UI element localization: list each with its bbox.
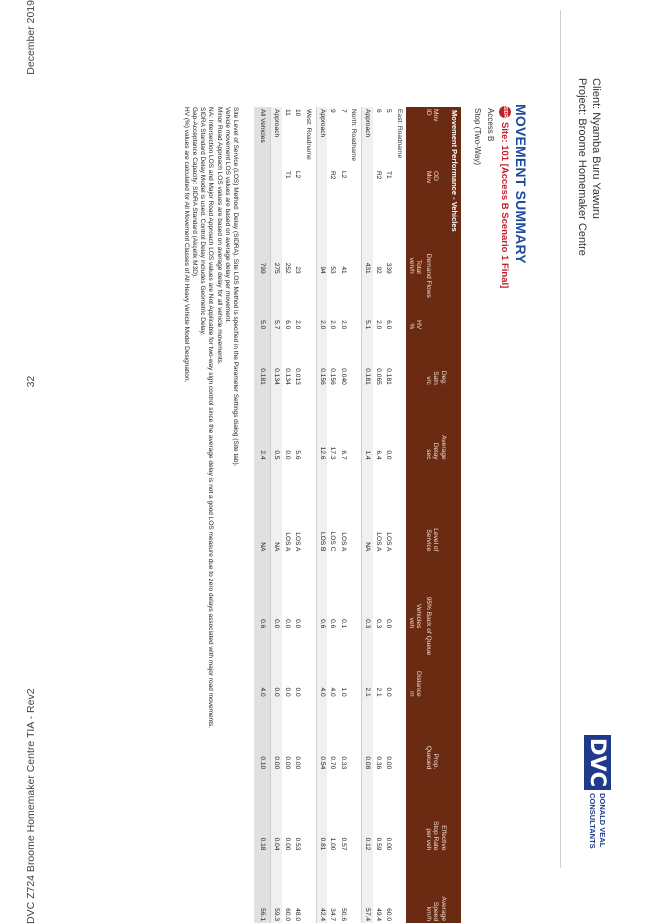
col-mov-id: Mov ID [424,107,449,169]
footer-page-number: 32 [25,375,37,388]
footer-doc-title: DVC Z724 Broome Homemaker Centre TIA - Rev2 [25,688,37,924]
note-line: NA: Intersection LOS and Major Road Approach LOS values are Not Applicable for two-way sign control since the average delay is not a good LOS measure due to zero delays associated with major road movements. [207,107,215,729]
table-header-top [424,107,449,923]
dvc-logo [584,735,611,849]
site-label: Site: 101 [Access B Scenario 1 Final] [499,122,511,289]
access-label: Access B [486,108,495,142]
note-line: Vehicle movement LOS values are based on average delay per movement. [223,107,231,324]
note-line: Gap-Acceptance Capacity: SIDRA Standard (Akçelik M3D). [190,107,198,278]
client-block [575,78,603,256]
col-distance: Distance m [407,630,424,698]
project-name: Project: Broome Homemaker Centre [576,78,588,256]
table-row: 10 L2 23 2.0 0.013 5.6 LOS A 0.0 0.0 0.00 0.53 48.0 [294,109,302,921]
logo-line-1: DONALD VEAL [598,793,608,848]
table-row: 5 T1 339 6.0 0.181 0.0 LOS A 0.0 0.0 0.00 0.00 60.0 [385,109,393,921]
table-row: 9 R2 53 2.0 0.156 17.3 LOS C 0.6 4.0 0.70 1.00 34.7 [329,109,337,921]
note-line: SIDRA Standard Delay Model is used. Control Delay includes Geometric Delay. [199,107,207,336]
col-back-of-queue: 95% Back of Queue [424,553,449,698]
control-label: Stop (Two-Way) [473,108,482,166]
table-row: 7 L2 41 2.0 0.040 6.7 LOS A 0.1 1.0 0.33 0.57 50.6 [339,109,347,921]
group-row: East: Roadname [395,109,403,159]
col-deg-satn: Deg. Satn v/c [424,331,449,387]
sidra-badge-icon: SIDRA [499,106,511,118]
page-title: MOVEMENT SUMMARY [513,104,529,264]
col-total: Total veh/h [407,220,424,276]
approach-row: Approach 431 5.1 0.181 1.4 NA 0.3 2.1 0.08 0.12 57.4 [362,107,373,923]
col-prop-queued: Prop. Queued [424,699,449,772]
all-vehicles-row: All Vehicles 799 5.0 0.181 2.4 NA 0.6 4.0 0.10 0.18 56.1 [254,107,271,923]
group-row: West: Roadname [303,107,316,923]
col-od-mov: OD Mov [424,169,449,220]
client-name: Client: Nyamba Buru Yawuru [590,78,602,219]
logo-mark: DVC [584,735,611,790]
header-divider [560,10,561,868]
table-caption: Movement Performance - Vehicles [448,107,461,923]
col-average-speed: Average Speed km/h [424,852,449,923]
table-header-sub [407,107,424,923]
footer-date: December 2019 [25,0,37,75]
col-level-of-service: Level of Service [424,462,449,554]
table-row: 6 R2 92 2.0 0.065 6.4 LOS A 0.3 2.1 0.36 0.59 49.4 [374,109,382,921]
note-line: HV (%) values are calculated for All Movement Classes of All Heavy Vehicle Model Designation. [182,107,190,383]
note-line: Site Level of Service (LOS) Method: Delay (SIDRA). Site LOS Method is specified in the Parameter Settings dialog (Site tab). [232,107,239,467]
table-row: 11 T1 252 6.0 0.134 0.0 LOS A 0.0 0.0 0.00 0.00 60.0 [283,109,291,921]
col-hv: HV % [407,276,424,332]
col-demand-flows: Demand Flows [424,220,449,331]
note-line: Minor Road Approach LOS values are based on average delay for all vehicle movements. [215,107,223,365]
col-average-delay: Average Delay sec [424,387,449,462]
movement-table-wrap [254,107,461,923]
table-notes [182,107,239,728]
logo-text [588,793,608,849]
logo-line-2: CONSULTANTS [588,793,598,849]
movement-performance-table [254,107,448,923]
col-stop-rate: Effective Stop Rate per veh [424,771,449,852]
group-row: North: Roadname [349,107,362,923]
approach-row: Approach 94 2.0 0.156 12.6 LOS B 0.6 4.0 0.54 0.81 42.4 [316,107,327,923]
site-heading [499,106,511,288]
col-vehicles: Vehicles veh [407,553,424,630]
approach-row: Approach 275 5.7 0.134 0.5 NA 0.0 0.0 0.00 0.04 59.3 [271,107,282,923]
